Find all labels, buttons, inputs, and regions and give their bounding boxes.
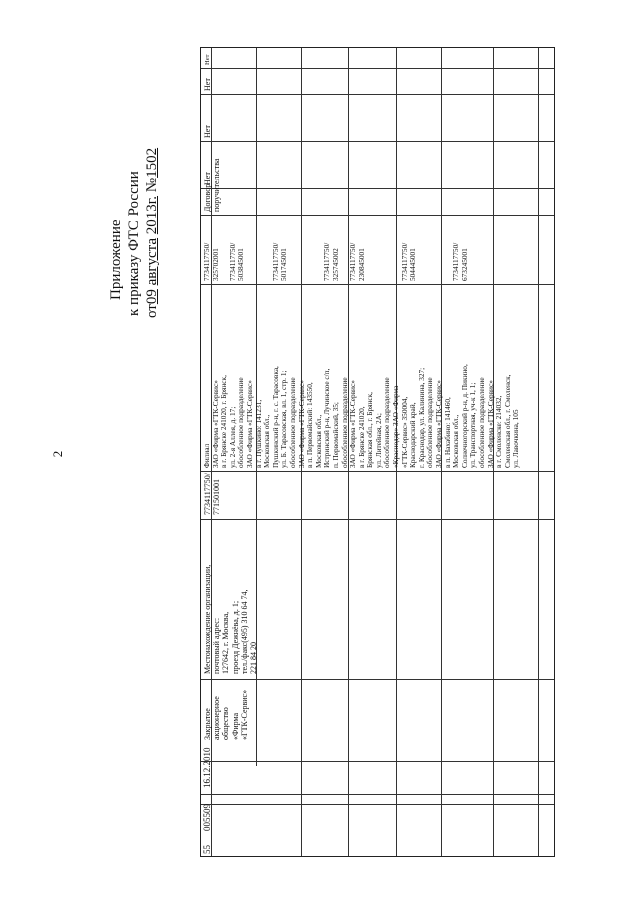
branch-code-line: 503845001 <box>236 248 246 281</box>
branch-line: ЗАО «Фирма «ГТК-Сервис» <box>434 380 444 468</box>
divider <box>201 761 554 762</box>
branch-line: ЗАО «Фирма «ГТК-Сервис» <box>485 380 495 468</box>
branch-line: Истринский р-н, Лучинское с/п, <box>322 368 332 468</box>
branch-line: ЗАО «Фирма «ГТК-Сервис» <box>296 380 306 468</box>
divider <box>538 48 539 856</box>
address-line: 127642, г. Москва, <box>221 611 231 674</box>
divider <box>201 141 554 142</box>
branch-line: ул. Транспортная, уч-к 1, 1; <box>468 382 478 468</box>
branch-line: в г. Пушкино: 141231, <box>253 399 263 468</box>
order-year: 2013г. <box>144 195 160 235</box>
branch-code-line <box>289 243 298 281</box>
branch-code-line: 325702001 <box>210 248 220 281</box>
branch-line: ЗАО «Фирма «ГТК-Сервис» <box>244 380 254 468</box>
contract-line: поручительства <box>212 158 222 212</box>
branch-code-line: 673245001 <box>459 248 469 281</box>
org-name-line: акционерное <box>212 696 222 740</box>
address-line: тел./факс(495) 310 64 74, <box>239 589 249 674</box>
branch-code-line: 7734117750/ <box>348 242 358 281</box>
branch-line: обособленное подразделение <box>236 377 246 468</box>
inn-kpp-line: 7734117750/ <box>203 473 212 515</box>
branch-line: в г. Смоленске: 214032, <box>494 395 504 468</box>
order-day: 09 <box>144 289 160 305</box>
branch-line: п. Первомайский, 35; <box>330 402 340 468</box>
appendix-title: Приложение <box>108 219 124 300</box>
branch-line: Смоленская обл., г. Смоленск, <box>502 374 512 468</box>
branch-line: Московская обл., <box>313 414 323 468</box>
branch-code-line <box>246 243 255 281</box>
order-date-number <box>144 148 161 318</box>
branch-codes-cell <box>203 243 469 281</box>
branch-line: в п. Нахабино: 141460, <box>442 397 452 468</box>
inn-kpp-line: 771501001 <box>212 479 222 515</box>
branch-line: «Краснодар» ЗАО «Фирма <box>391 385 401 468</box>
divider <box>201 68 554 69</box>
branch-line: ул. Лавочкина, 105 <box>511 409 521 468</box>
org-name-cell <box>203 690 249 740</box>
branch-line: в г. Брянске 241020, г. Брянск, <box>219 375 229 468</box>
divider <box>201 94 554 95</box>
divider <box>201 679 554 680</box>
col10-cell: Нет <box>203 172 212 185</box>
branch-line: обособленное подразделение <box>287 377 297 468</box>
branch-code-line <box>255 243 264 281</box>
branch-code-line <box>426 243 435 281</box>
branch-line: ЗАО «Фирма «ГТК-Сервис» <box>348 380 358 468</box>
number-sign: № <box>144 177 160 193</box>
branch-code-line <box>418 243 427 281</box>
branch-line: обособленное подразделение <box>339 377 349 468</box>
divider <box>201 794 554 795</box>
branch-code-line <box>306 243 315 281</box>
branch-code-line: 325745002 <box>330 248 340 281</box>
page-number: 2 <box>50 450 65 458</box>
branch-code-line: 501745001 <box>279 248 289 281</box>
org-name-line: «Фирма <box>230 712 240 740</box>
branch-code-line: 7734117750/ <box>322 242 332 281</box>
branch-code-line <box>366 243 375 281</box>
branch-code-line <box>375 243 384 281</box>
order-reference: к приказу ФТС России <box>126 171 142 316</box>
address-line: Местонахождение организации, <box>203 564 212 674</box>
branch-line: Филиал <box>202 443 211 468</box>
branch-code-line: 7734117750/ <box>270 242 280 281</box>
branch-code-line <box>298 243 307 281</box>
reg-number: 005509 <box>202 804 212 831</box>
col13-cell: Нет <box>204 54 211 65</box>
branch-code-line: 7734117750/ <box>227 242 237 281</box>
branch-line: обособленное подразделение <box>477 377 486 468</box>
branch-line: «ГТК-Сервис» 350004, <box>399 396 409 468</box>
branch-line: в п. Первомайский: 143550, <box>305 382 315 468</box>
contract-cell <box>203 159 221 212</box>
row-index: 55 <box>202 845 212 854</box>
org-name-line: общество <box>221 707 231 740</box>
order-date-prefix: от <box>144 304 160 318</box>
branch-line: Брянская обл., г. Брянск, <box>365 391 375 468</box>
divider <box>201 284 554 285</box>
address-line: проезд Дежнёва, д. 1; <box>230 600 240 674</box>
divider <box>201 215 554 216</box>
branch-line: ЗАО «Фирма «ГТК-Сервис» <box>210 380 220 468</box>
contract-line: Договор <box>203 183 212 212</box>
org-name-line: Закрытое <box>203 708 212 740</box>
col12-cell: Нет <box>203 78 212 91</box>
org-name-line: «ГТК-Сервис» <box>239 689 249 740</box>
register-table <box>200 47 555 857</box>
address-line: почтовый адрес: <box>212 617 222 674</box>
divider <box>201 188 554 189</box>
branch-code-line: 230845001 <box>356 248 366 281</box>
col11-cell: Нет <box>203 125 212 138</box>
address-cell <box>203 565 258 674</box>
divider <box>201 471 554 472</box>
branch-line: Солнечногорский р-н, д. Пикино, <box>459 364 469 468</box>
divider <box>201 804 554 805</box>
branch-line: Краснодарский край, <box>408 402 418 468</box>
branch-code-line: 504445001 <box>408 248 418 281</box>
branch-line: ул. Б. Тарасовская, вл. 1, стр. 1; <box>279 370 289 468</box>
branch-line: г. Краснодар, ул. Калинина, 327; <box>416 367 426 468</box>
reg-date: 16.12.2010 <box>202 747 212 788</box>
branch-line: обособленное подразделение <box>425 377 435 468</box>
branch-line: ул. 2-я Аллея, д. 17; <box>227 406 237 468</box>
order-month: августа <box>144 237 160 286</box>
branches-cell <box>203 364 521 468</box>
branch-code-line: 7734117750/ <box>399 242 409 281</box>
branch-line: Московская обл., <box>451 414 461 468</box>
inn-kpp-cell <box>203 473 221 515</box>
order-number: 1502 <box>144 147 160 178</box>
branch-line: обособленное подразделение <box>382 377 392 468</box>
branch-code-line: 7734117750/ <box>451 242 461 281</box>
branch-line: ул. Литейная, 2А; <box>373 413 383 468</box>
address-line: 221 84 20 <box>249 642 259 674</box>
branch-line: Московская обл., <box>262 414 272 468</box>
branch-line: Пушкинский р-н, г. с. Тарасовка, <box>270 366 280 468</box>
branch-code-line <box>435 243 444 281</box>
divider <box>201 519 554 520</box>
branch-code-line: 7734117750/ <box>202 242 211 281</box>
branch-line: в г. Брянске 241020, <box>356 406 366 468</box>
branch-code-line <box>383 243 392 281</box>
